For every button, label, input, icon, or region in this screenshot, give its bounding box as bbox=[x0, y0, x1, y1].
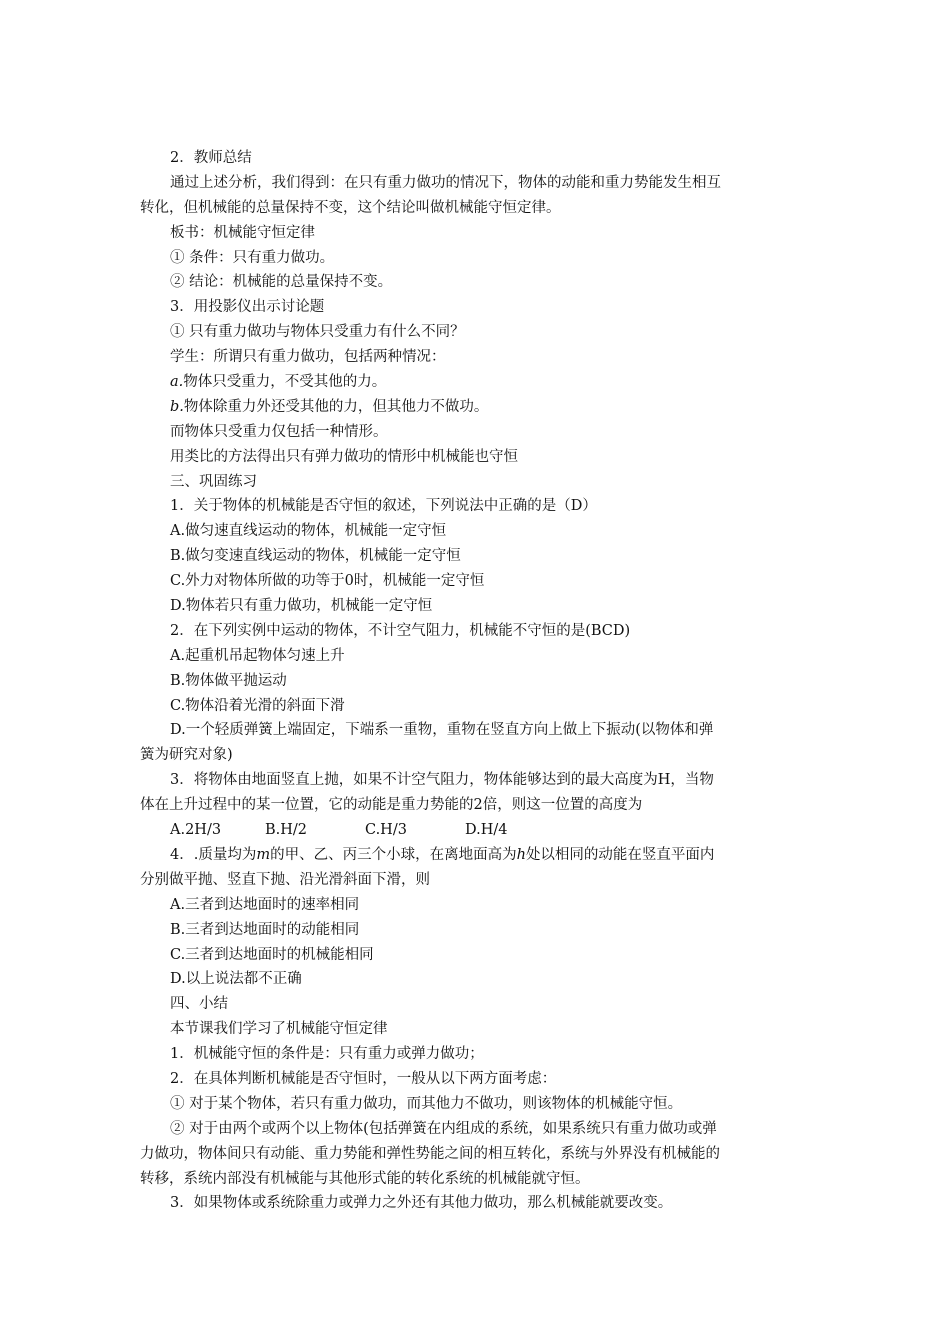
option-line: A.做匀速直线运动的物体，机械能一定守恒 bbox=[170, 523, 447, 540]
q4-var-m: m bbox=[256, 846, 271, 863]
option-line: A.起重机吊起物体匀速上升 bbox=[170, 647, 345, 664]
case-b-line bbox=[140, 395, 816, 420]
option-line: D.一个轻质弹簧上端固定，下端系一重物，重物在竖直方向上做上下振动(以物体和弹 bbox=[170, 722, 714, 739]
option-line: C.物体沿着光滑的斜面下滑 bbox=[170, 697, 345, 714]
case-a-line bbox=[140, 370, 816, 395]
paragraph-line: ② 结论：机械能的总量保持不变。 bbox=[170, 274, 393, 291]
case-a-label: a. bbox=[170, 374, 184, 391]
question-3: 3．将物体由地面竖直上抛，如果不计空气阻力，物体能够达到的最大高度为H，当物 bbox=[170, 772, 714, 789]
case-b-label: b. bbox=[170, 398, 184, 415]
option-line: B.三者到达地面时的动能相同 bbox=[170, 921, 360, 938]
option-line: D.物体若只有重力做功，机械能一定守恒 bbox=[170, 598, 433, 615]
section-heading: 三、巩固练习 bbox=[170, 473, 257, 490]
option-line: B.物体做平抛运动 bbox=[170, 672, 287, 689]
option-line: 簧为研究对象) bbox=[140, 747, 233, 764]
paragraph-line: 2．在具体判断机械能是否守恒时，一般从以下两方面考虑： bbox=[170, 1070, 557, 1087]
option-line: C.三者到达地面时的机械能相同 bbox=[170, 946, 374, 963]
case-b-text: 物体除重力外还受其他的力，但其他力不做功。 bbox=[183, 398, 489, 415]
paragraph-line: 转化，但机械能的总量保持不变，这个结论叫做机械能守恒定律。 bbox=[140, 199, 561, 216]
q3-option-d: D.H/4 bbox=[465, 822, 508, 839]
paragraph-line: 用类比的方法得出只有弹力做功的情形中机械能也守恒 bbox=[170, 448, 518, 465]
paragraph-line: 而物体只受重力仅包括一种情形。 bbox=[170, 423, 388, 440]
q3-options bbox=[140, 818, 816, 843]
q4-prefix: 4．.质量均为 bbox=[170, 846, 257, 863]
paragraph-line: 板书：机械能守恒定律 bbox=[170, 224, 315, 241]
paragraph-line: 本节课我们学习了机械能守恒定律 bbox=[170, 1021, 388, 1038]
paragraph-line: 力做功，物体间只有动能、重力势能和弹性势能之间的相互转化，系统与外界没有机械能的 bbox=[140, 1145, 720, 1162]
section-heading: 四、小结 bbox=[170, 996, 228, 1013]
option-line: B.做匀变速直线运动的物体，机械能一定守恒 bbox=[170, 548, 461, 565]
question-4 bbox=[140, 843, 816, 868]
paragraph-line: ① 对于某个物体，若只有重力做功，而其他力不做功，则该物体的机械能守恒。 bbox=[170, 1095, 683, 1112]
paragraph-line: ① 只有重力做功与物体只受重力有什么不同？ bbox=[170, 324, 465, 341]
option-line: D.以上说法都不正确 bbox=[170, 971, 302, 988]
option-line: C.外力对物体所做的功等于0时，机械能一定守恒 bbox=[170, 573, 485, 590]
document-body bbox=[140, 146, 816, 1216]
option-line: A.三者到达地面时的速率相同 bbox=[170, 896, 360, 913]
question-1: 1．关于物体的机械能是否守恒的叙述，下列说法中正确的是（D） bbox=[170, 498, 597, 515]
q3-option-c: C.H/3 bbox=[365, 822, 407, 839]
question-3-cont: 体在上升过程中的某一位置，它的动能是重力势能的2倍，则这一位置的高度为 bbox=[140, 797, 643, 814]
paragraph-line: 通过上述分析，我们得到：在只有重力做功的情况下，物体的动能和重力势能发生相互 bbox=[170, 174, 721, 191]
q3-option-b: B.H/2 bbox=[265, 822, 308, 839]
q4-suffix: 处以相同的动能在竖直平面内 bbox=[525, 846, 715, 863]
q3-option-a: A.2H/3 bbox=[170, 822, 222, 839]
q4-middle: 的甲、乙、丙三个小球，在离地面高为 bbox=[270, 846, 517, 863]
question-4-cont: 分别做平抛、竖直下抛、沿光滑斜面下滑，则 bbox=[140, 871, 430, 888]
paragraph-line: 学生：所谓只有重力做功，包括两种情况： bbox=[170, 349, 446, 366]
section-heading: 3．用投影仪出示讨论题 bbox=[170, 299, 325, 316]
section-heading: 2．教师总结 bbox=[170, 150, 252, 166]
paragraph-line: 转移，系统内部没有机械能与其他形式能的转化系统的机械能就守恒。 bbox=[140, 1170, 590, 1187]
paragraph-line: ① 条件：只有重力做功。 bbox=[170, 249, 335, 266]
case-a-text: 物体只受重力，不受其他的力。 bbox=[183, 374, 387, 391]
paragraph-line: 3．如果物体或系统除重力或弹力之外还有其他力做功，那么机械能就要改变。 bbox=[170, 1195, 673, 1212]
paragraph-line: ② 对于由两个或两个以上物体(包括弹簧在内组成的系统，如果系统只有重力做功或弹 bbox=[170, 1120, 717, 1137]
q4-var-h: h bbox=[516, 846, 526, 863]
paragraph-line: 1．机械能守恒的条件是：只有重力或弹力做功； bbox=[170, 1046, 484, 1063]
question-2: 2．在下列实例中运动的物体，不计空气阻力，机械能不守恒的是(BCD) bbox=[170, 622, 631, 639]
